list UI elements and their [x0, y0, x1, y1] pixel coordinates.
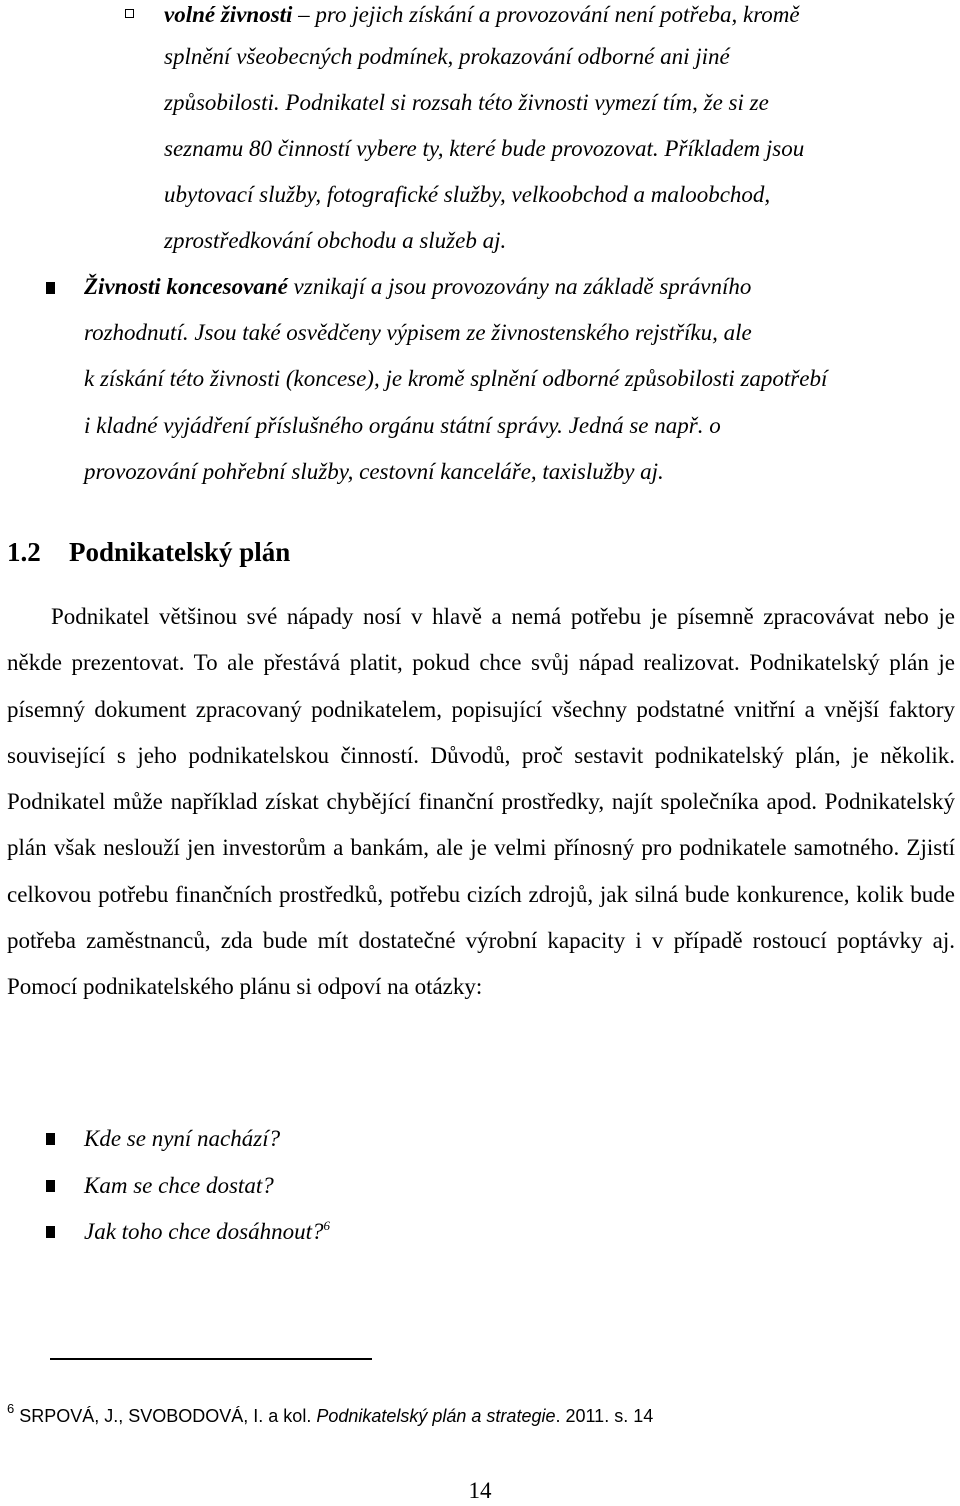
koncese-line-2: rozhodnutí. Jsou také osvědčeny výpisem ze živnostenského rejstříku, ale — [84, 320, 752, 345]
volne-zivnosti-line-4: seznamu 80 činností vybere ty, které bude provozovat. Příkladem jsou — [164, 136, 805, 161]
section-number: 1.2 — [7, 537, 41, 567]
koncese-line-5: provozování pohřební služby, cestovní kanceláře, taxislužby aj. — [84, 459, 664, 484]
koncese-line-3: k získání této živnosti (koncese), je kromě splnění odborné způsobilosti zapotřebí — [84, 366, 828, 391]
page-number: 14 — [468, 1478, 492, 1503]
volne-zivnosti-line-3: způsobilosti. Podnikatel si rozsah této živnosti vymezí tím, že si ze — [164, 90, 769, 115]
section-title: Podnikatelský plán — [69, 537, 291, 567]
volne-zivnosti-term: volné živnosti — [164, 2, 293, 27]
footnote-reference[interactable]: 6 — [323, 1218, 331, 1233]
square-bullet-icon — [46, 1133, 55, 1145]
volne-zivnosti-line-5: ubytovací služby, fotografické služby, velkoobchod a maloobchod, — [164, 182, 771, 207]
body-paragraph — [7, 594, 955, 1011]
square-bullet-icon — [46, 1226, 55, 1238]
volne-zivnosti-line-6: zprostředkování obchodu a služeb aj. — [164, 228, 507, 253]
volne-zivnosti-line-1: volné živnosti – pro jejich získání a provozování není potřeba, kromě — [164, 2, 800, 27]
square-bullet-icon — [46, 1180, 55, 1192]
koncese-line-1: Živnosti koncesované vznikají a jsou provozovány na základě správního — [84, 274, 752, 299]
koncese-line-4: i kladné vyjádření příslušného orgánu státní správy. Jedná se např. o — [84, 413, 721, 438]
hollow-square-bullet-icon — [125, 9, 134, 18]
paragraph-text: většinou své nápady nosí v hlavě a nemá potřebu je písemně zpracovávat nebo je někde prezentovat. To ale přestává platit, pokud chce svůj nápad realizovat. Podnikatelský plán je písemný dokument zpracovaný podnikatelem, popisující všechny podstatné vnitřní a vnější faktory související s jeho podnikatelskou činností. Důvodů, proč sestavit podnikatelský plán, je několik. Podnikatel může například získat chybějící finanční prostředky, najít společníka apod. Podnikatelský plán však neslouží jen investorům a bankám, ale je velmi přínosný pro podnikatele samotného. Zjistí celkovou potřebu finančních prostředků, potřebu cizích zdrojů, jak silná bude konkurence, kolik bude potřeba zaměstnanců, zda bude mít dostatečné výrobní kapacity i v případě rostoucí poptávky aj. Pomocí podnikatelského plánu si odpoví na otázky: — [7, 604, 955, 1000]
section-heading — [7, 533, 290, 571]
square-bullet-icon — [46, 282, 55, 294]
question-3: Jak toho chce dosáhnout?$^6$ — [84, 1218, 331, 1244]
koncese-term: Živnosti koncesované — [84, 274, 288, 299]
footnote-marker: 6 — [7, 1401, 15, 1416]
paragraph-first-word: Podnikatel — [51, 604, 150, 629]
question-2: Kam se chce dostat? — [84, 1173, 274, 1198]
footnote-title: Podnikatelský plán a strategie — [316, 1406, 556, 1426]
volne-zivnosti-line-2: splnění všeobecných podmínek, prokazování odborné ani jiné — [164, 44, 730, 69]
footnote: $^6$ SRPOVÁ, J., SVOBODOVÁ, I. a kol. Podnikatelský plán a strategie. 2011. s. 14 — [7, 1401, 654, 1426]
footnote-divider — [50, 1358, 372, 1360]
question-1: Kde se nyní nachází? — [84, 1126, 281, 1151]
